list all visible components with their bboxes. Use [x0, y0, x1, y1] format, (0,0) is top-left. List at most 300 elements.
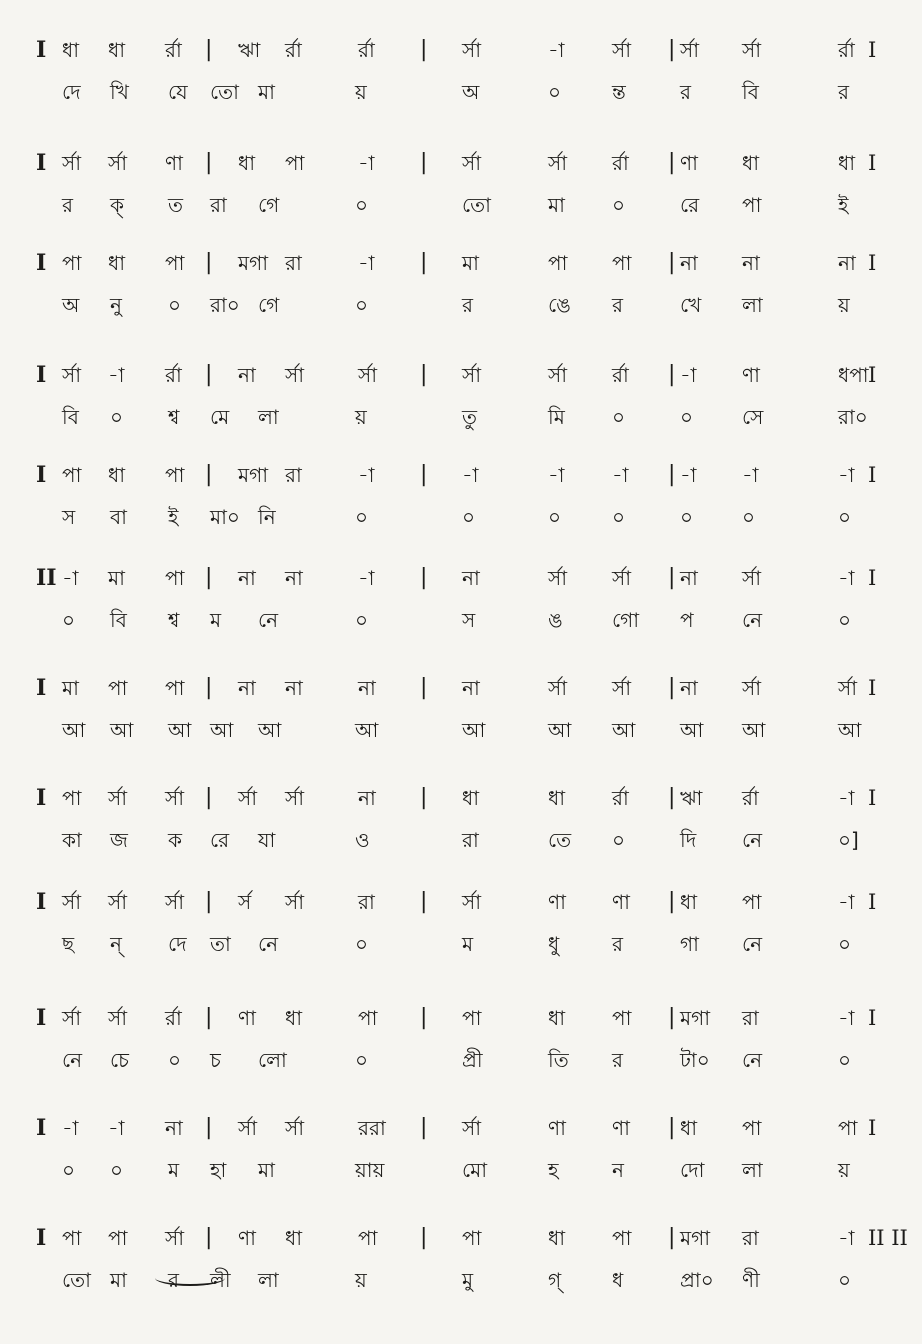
- swara-note: না: [285, 566, 303, 590]
- swara-note: র্সা: [108, 786, 128, 810]
- lyric-syllable: ০: [838, 932, 852, 956]
- lyric-syllable: মা: [258, 80, 275, 104]
- swara-note: পা: [548, 251, 568, 275]
- lyric-syllable: য়: [355, 80, 367, 104]
- bar-separator: |: [668, 1115, 676, 1140]
- swara-note: -া: [358, 463, 375, 487]
- swara-note: -া: [838, 890, 855, 914]
- swara-note: মা: [462, 251, 479, 275]
- swara-note: র্সা: [108, 890, 128, 914]
- lyric-syllable: দে: [62, 80, 81, 104]
- swara-note: পা: [62, 251, 82, 275]
- lyric-syllable: নে: [742, 1048, 763, 1072]
- bar-separator: |: [205, 1225, 213, 1250]
- lyric-syllable: প: [680, 608, 694, 632]
- lyric-syllable: নি: [258, 505, 276, 529]
- section-marker: I: [36, 785, 47, 811]
- notation-row: [0, 243, 922, 333]
- swara-note: না: [742, 251, 760, 275]
- swara-line: [0, 455, 922, 495]
- swara-note: র্সা: [680, 38, 700, 62]
- lyric-syllable: য়: [838, 293, 850, 317]
- section-marker: I: [36, 150, 47, 176]
- swara-note: পা: [165, 251, 185, 275]
- lyric-line: [0, 1040, 922, 1080]
- swara-note: ধা: [285, 1226, 303, 1250]
- swara-note: পা: [62, 786, 82, 810]
- swara-note: র্সা: [548, 676, 568, 700]
- lyric-line: [0, 397, 922, 437]
- lyric-syllable: ছ: [62, 932, 75, 956]
- swara-note: র্রা: [165, 363, 182, 387]
- notation-row: [0, 1218, 922, 1308]
- notation-row: [0, 143, 922, 233]
- lyric-syllable: র: [612, 1048, 624, 1072]
- lyric-syllable: য়: [355, 405, 367, 429]
- swara-note: মগা: [238, 251, 269, 275]
- lyric-syllable: ০]: [838, 828, 859, 852]
- lyric-syllable: ০: [462, 505, 476, 529]
- section-marker: I: [36, 250, 47, 276]
- swara-note: পা: [358, 1226, 378, 1250]
- swara-note: রা: [285, 463, 302, 487]
- notation-row: [0, 455, 922, 545]
- lyric-syllable: লা: [742, 293, 763, 317]
- lyric-syllable: র: [462, 293, 474, 317]
- lyric-syllable: অ: [462, 80, 480, 104]
- swara-note: পা: [612, 251, 632, 275]
- lyric-syllable: ঙে: [548, 293, 571, 317]
- swara-note: পা: [108, 676, 128, 700]
- swara-note: ণা: [548, 1116, 566, 1140]
- section-marker: I: [36, 462, 47, 488]
- swara-note: ণা: [742, 363, 760, 387]
- section-marker: I: [36, 1005, 47, 1031]
- swara-note: -া: [742, 463, 759, 487]
- lyric-syllable: তো: [62, 1268, 91, 1292]
- swara-note: ধা: [462, 786, 480, 810]
- lyric-syllable: শ্ব: [168, 405, 180, 429]
- lyric-line: [0, 185, 922, 225]
- lyric-line: [0, 820, 922, 860]
- swara-note: ধা: [548, 1006, 566, 1030]
- lyric-syllable: নে: [742, 608, 763, 632]
- end-marker: I: [868, 1006, 877, 1030]
- lyric-syllable: চ: [210, 1048, 221, 1072]
- swara-note: -া: [108, 363, 125, 387]
- lyric-syllable: রে: [210, 828, 230, 852]
- section-marker: I: [36, 1115, 47, 1141]
- lyric-syllable: তা: [210, 932, 231, 956]
- swara-note: ধা: [742, 151, 760, 175]
- swara-note: না: [285, 676, 303, 700]
- lyric-syllable: ০: [168, 293, 182, 317]
- lyric-syllable: স: [62, 505, 76, 529]
- lyric-syllable: মে: [210, 405, 230, 429]
- bar-separator: |: [205, 462, 213, 487]
- notation-row: [0, 882, 922, 972]
- bar-separator: |: [205, 1005, 213, 1030]
- lyric-syllable: দি: [680, 828, 697, 852]
- lyric-syllable: ০: [548, 505, 562, 529]
- lyric-syllable: আ: [355, 718, 379, 742]
- swara-note: -া: [358, 566, 375, 590]
- end-marker: I: [868, 151, 877, 175]
- bar-separator: |: [420, 150, 428, 175]
- swara-note: ধা: [285, 1006, 303, 1030]
- lyric-syllable: তি: [548, 1048, 569, 1072]
- lyric-syllable: ই: [168, 505, 179, 529]
- swara-note: না: [238, 363, 256, 387]
- notation-row: [0, 778, 922, 868]
- swara-note: মগা: [680, 1006, 711, 1030]
- swara-note: ণা: [238, 1226, 256, 1250]
- swara-note: -া: [838, 463, 855, 487]
- lyric-syllable: মু: [462, 1268, 474, 1292]
- lyric-syllable: আ: [258, 718, 282, 742]
- swara-note: ধা: [108, 38, 126, 62]
- lyric-syllable: যা: [258, 828, 276, 852]
- lyric-syllable: ম: [168, 1158, 180, 1182]
- slur-mark: [155, 1270, 225, 1286]
- swara-note: র্রা: [285, 38, 302, 62]
- lyric-line: [0, 600, 922, 640]
- lyric-syllable: নে: [62, 1048, 83, 1072]
- lyric-syllable: বা: [110, 505, 127, 529]
- swara-note: পা: [742, 890, 762, 914]
- swara-note: র্সা: [108, 1006, 128, 1030]
- lyric-syllable: য়: [838, 1158, 850, 1182]
- swara-note: না: [680, 676, 698, 700]
- lyric-syllable: প্রী: [462, 1048, 483, 1072]
- swara-note: না: [838, 251, 856, 275]
- notation-row: [0, 30, 922, 120]
- swara-note: পা: [612, 1226, 632, 1250]
- swara-note: ঋা: [238, 38, 261, 62]
- swara-note: ধা: [680, 890, 698, 914]
- lyric-syllable: আ: [110, 718, 134, 742]
- lyric-syllable: ন্ত: [612, 80, 626, 104]
- swara-line: [0, 355, 922, 395]
- swara-note: -া: [358, 151, 375, 175]
- lyric-syllable: ন্: [110, 932, 122, 956]
- lyric-syllable: ০: [355, 608, 369, 632]
- bar-separator: |: [205, 785, 213, 810]
- swara-note: না: [680, 566, 698, 590]
- swara-note: র্সা: [742, 38, 762, 62]
- lyric-line: [0, 285, 922, 325]
- lyric-line: [0, 1150, 922, 1190]
- swara-note: র্রা: [165, 1006, 182, 1030]
- swara-note: ণা: [612, 890, 630, 914]
- swara-line: [0, 778, 922, 818]
- bar-separator: |: [420, 462, 428, 487]
- bar-separator: |: [668, 1225, 676, 1250]
- swara-note: মগা: [238, 463, 269, 487]
- end-marker: II II: [868, 1226, 908, 1250]
- bar-separator: |: [420, 1115, 428, 1140]
- lyric-syllable: র: [62, 193, 74, 217]
- swara-note: র্রা: [612, 786, 629, 810]
- swara-note: র্রা: [612, 151, 629, 175]
- swara-note: -া: [838, 1226, 855, 1250]
- swara-note: রা: [742, 1226, 759, 1250]
- end-marker: I: [868, 676, 877, 700]
- bar-separator: |: [668, 250, 676, 275]
- swara-note: র্রা: [358, 38, 375, 62]
- bar-separator: |: [420, 362, 428, 387]
- end-marker: I: [868, 786, 877, 810]
- swara-note: র্সা: [462, 890, 482, 914]
- lyric-syllable: ০: [62, 608, 76, 632]
- lyric-syllable: গে: [258, 293, 280, 317]
- swara-note: র্সা: [285, 786, 305, 810]
- swara-note: না: [462, 566, 480, 590]
- lyric-syllable: আ: [680, 718, 704, 742]
- lyric-syllable: র: [838, 80, 850, 104]
- lyric-syllable: রে: [680, 193, 700, 217]
- swara-note: র্সা: [462, 38, 482, 62]
- swara-note: ধা: [238, 151, 256, 175]
- swara-note: -া: [548, 463, 565, 487]
- end-marker: I: [868, 463, 877, 487]
- lyric-syllable: ০: [838, 608, 852, 632]
- lyric-syllable: অ: [62, 293, 80, 317]
- swara-line: [0, 998, 922, 1038]
- bar-separator: |: [668, 150, 676, 175]
- bar-separator: |: [668, 675, 676, 700]
- end-marker: I: [868, 38, 877, 62]
- swara-note: র্সা: [612, 38, 632, 62]
- lyric-syllable: ০: [612, 193, 626, 217]
- swara-note: র্সা: [285, 890, 305, 914]
- swara-line: [0, 558, 922, 598]
- swara-note: র্সা: [548, 363, 568, 387]
- swara-note: -া: [108, 1116, 125, 1140]
- end-marker: I: [868, 566, 877, 590]
- lyric-syllable: র: [680, 80, 692, 104]
- swara-note: র্সা: [62, 363, 82, 387]
- lyric-syllable: বি: [110, 608, 127, 632]
- swara-note: ধা: [548, 1226, 566, 1250]
- lyric-syllable: ০: [742, 505, 756, 529]
- swara-note: র্সা: [742, 676, 762, 700]
- lyric-syllable: আ: [462, 718, 486, 742]
- swara-note: র্সা: [285, 363, 305, 387]
- swara-note: র্সা: [165, 1226, 185, 1250]
- lyric-syllable: ধ: [612, 1268, 624, 1292]
- swara-note: র্সা: [462, 151, 482, 175]
- lyric-syllable: ০: [548, 80, 562, 104]
- swara-note: ধা: [680, 1116, 698, 1140]
- swara-note: -া: [612, 463, 629, 487]
- swara-note: র্সা: [238, 786, 258, 810]
- lyric-syllable: আ: [838, 718, 862, 742]
- swara-note: পা: [462, 1006, 482, 1030]
- swara-note: -া: [62, 566, 79, 590]
- swara-note: -া: [838, 786, 855, 810]
- bar-separator: |: [668, 565, 676, 590]
- lyric-syllable: নে: [258, 932, 279, 956]
- lyric-syllable: লা: [258, 1268, 279, 1292]
- swara-line: [0, 668, 922, 708]
- swara-note: ররা: [358, 1116, 386, 1140]
- bar-separator: |: [420, 250, 428, 275]
- swara-note: না: [238, 676, 256, 700]
- bar-separator: |: [205, 37, 213, 62]
- lyric-syllable: কা: [62, 828, 82, 852]
- lyric-syllable: তো: [462, 193, 491, 217]
- notation-row: [0, 558, 922, 648]
- lyric-syllable: ০: [355, 932, 369, 956]
- lyric-syllable: মো: [462, 1158, 488, 1182]
- swara-line: [0, 1218, 922, 1258]
- swara-note: -া: [838, 1006, 855, 1030]
- lyric-syllable: ম: [210, 608, 222, 632]
- bar-separator: |: [205, 565, 213, 590]
- swara-note: পা: [358, 1006, 378, 1030]
- swara-note: ঋা: [680, 786, 703, 810]
- lyric-syllable: খি: [110, 80, 129, 104]
- lyric-syllable: খে: [680, 293, 702, 317]
- lyric-syllable: গ্: [548, 1268, 562, 1292]
- bar-separator: |: [668, 462, 676, 487]
- bar-separator: |: [668, 785, 676, 810]
- swara-note: -া: [462, 463, 479, 487]
- lyric-syllable: র: [612, 932, 624, 956]
- swara-note: পা: [62, 463, 82, 487]
- bar-separator: |: [205, 150, 213, 175]
- lyric-syllable: আ: [62, 718, 86, 742]
- lyric-syllable: রা০: [210, 293, 240, 317]
- swara-note: -া: [358, 251, 375, 275]
- swara-note: -া: [838, 566, 855, 590]
- swara-note: ণা: [238, 1006, 256, 1030]
- swara-note: র্সা: [612, 566, 632, 590]
- lyric-syllable: ণী: [742, 1268, 760, 1292]
- lyric-syllable: ০: [838, 1048, 852, 1072]
- lyric-syllable: ০: [838, 1268, 852, 1292]
- swara-note: র্সা: [838, 676, 858, 700]
- swara-note: র্সা: [612, 676, 632, 700]
- notation-row: [0, 1108, 922, 1198]
- lyric-syllable: নে: [742, 828, 763, 852]
- lyric-syllable: আ: [168, 718, 192, 742]
- lyric-syllable: ০: [680, 405, 694, 429]
- lyric-syllable: হ: [548, 1158, 559, 1182]
- lyric-syllable: ০: [110, 1158, 124, 1182]
- swara-line: [0, 243, 922, 283]
- lyric-line: [0, 497, 922, 537]
- swara-note: ণা: [612, 1116, 630, 1140]
- lyric-syllable: ও: [355, 828, 370, 852]
- lyric-syllable: ০: [355, 1048, 369, 1072]
- lyric-syllable: র: [168, 1268, 180, 1292]
- lyric-syllable: ই: [838, 193, 849, 217]
- swara-note: পা: [462, 1226, 482, 1250]
- swara-note: মগা: [680, 1226, 711, 1250]
- swara-note: না: [358, 786, 376, 810]
- swara-note: ণা: [165, 151, 183, 175]
- swara-note: র্স: [238, 890, 252, 914]
- swara-note: ধা: [108, 463, 126, 487]
- bar-separator: |: [420, 889, 428, 914]
- end-marker: I: [868, 251, 877, 275]
- bar-separator: |: [420, 785, 428, 810]
- lyric-syllable: ০: [612, 828, 626, 852]
- lyric-syllable: র: [612, 293, 624, 317]
- lyric-line: [0, 1260, 922, 1300]
- lyric-line: [0, 710, 922, 750]
- swara-line: [0, 1108, 922, 1148]
- swara-note: র্সা: [62, 151, 82, 175]
- swara-note: রা: [742, 1006, 759, 1030]
- lyric-syllable: ০: [680, 505, 694, 529]
- lyric-syllable: রা০: [838, 405, 868, 429]
- lyric-syllable: ত: [168, 193, 184, 217]
- swara-note: না: [462, 676, 480, 700]
- lyric-syllable: ন: [612, 1158, 624, 1182]
- lyric-line: [0, 924, 922, 964]
- lyric-syllable: ঙ: [548, 608, 563, 632]
- lyric-syllable: ০: [355, 293, 369, 317]
- lyric-syllable: ০: [838, 505, 852, 529]
- section-marker: II: [36, 565, 57, 591]
- lyric-syllable: য়ায়: [355, 1158, 385, 1182]
- end-marker: I: [868, 1116, 877, 1140]
- lyric-syllable: চে: [110, 1048, 129, 1072]
- lyric-syllable: লী: [210, 1268, 231, 1292]
- swara-note: না: [238, 566, 256, 590]
- bar-separator: |: [668, 362, 676, 387]
- swara-note: ধা: [108, 251, 126, 275]
- notation-row: [0, 998, 922, 1088]
- swara-note: র্সা: [742, 566, 762, 590]
- lyric-syllable: মা০: [210, 505, 240, 529]
- swara-note: র্সা: [548, 566, 568, 590]
- section-marker: I: [36, 675, 47, 701]
- swara-note: ধা: [838, 151, 856, 175]
- swara-note: র্রা: [838, 38, 855, 62]
- swara-note: ধা: [548, 786, 566, 810]
- lyric-syllable: বি: [742, 80, 759, 104]
- bar-separator: |: [420, 1225, 428, 1250]
- lyric-syllable: ধু: [548, 932, 560, 956]
- lyric-syllable: মি: [548, 405, 565, 429]
- lyric-syllable: ০: [612, 505, 626, 529]
- section-marker: I: [36, 889, 47, 915]
- swara-note: পা: [165, 676, 185, 700]
- lyric-syllable: ০: [110, 405, 124, 429]
- end-marker: I: [868, 363, 877, 387]
- lyric-syllable: নে: [742, 932, 763, 956]
- lyric-syllable: টা০: [680, 1048, 710, 1072]
- swara-note: রা: [285, 251, 302, 275]
- lyric-syllable: গে: [258, 193, 280, 217]
- lyric-syllable: ০: [355, 505, 369, 529]
- swara-note: র্সা: [238, 1116, 258, 1140]
- lyric-syllable: লো: [258, 1048, 287, 1072]
- lyric-syllable: লা: [258, 405, 279, 429]
- swara-note: না: [165, 1116, 183, 1140]
- lyric-syllable: তে: [548, 828, 572, 852]
- swara-note: পা: [285, 151, 305, 175]
- lyric-syllable: রা: [210, 193, 227, 217]
- lyric-syllable: নু: [110, 293, 122, 317]
- swara-note: রা: [358, 890, 375, 914]
- swara-note: র্রা: [612, 363, 629, 387]
- swara-note: না: [680, 251, 698, 275]
